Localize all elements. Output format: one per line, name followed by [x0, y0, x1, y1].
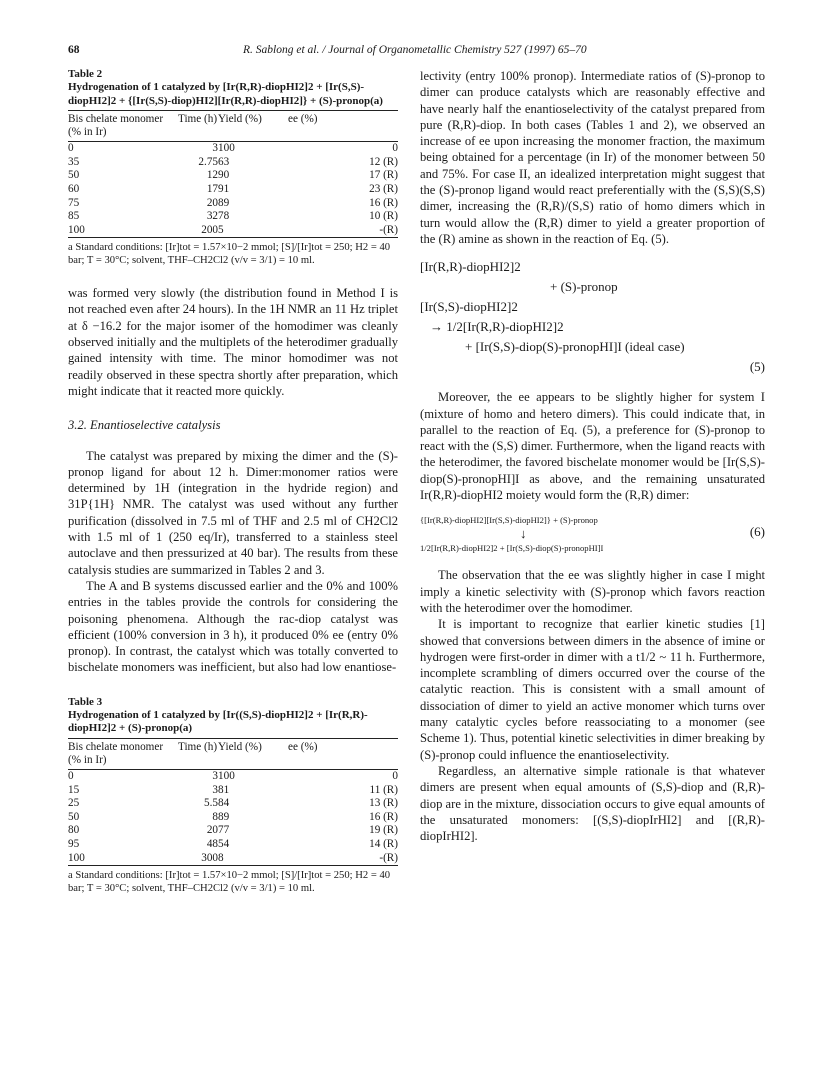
table-row [68, 210, 398, 224]
table-cell: 63 [218, 155, 230, 168]
equation-arrow: ↓ [520, 526, 527, 542]
col-header-time: Time (h) [178, 740, 218, 753]
equation-line: [Ir(S,S)-diopHI2]2 [420, 299, 518, 315]
table-cell: 5 [218, 223, 224, 236]
table-row [68, 196, 398, 210]
table-row [68, 142, 398, 156]
table-cell: 0 [392, 142, 398, 155]
right-column [420, 68, 765, 844]
table-header-row [68, 111, 398, 142]
table-cell: 3 [212, 769, 218, 782]
equation-line: + (S)-pronop [550, 279, 618, 295]
equation-line: [Ir(R,R)-diopHI2]2 [420, 259, 521, 275]
table-cell: 84 [218, 797, 230, 810]
table-cell: 16 (R) [369, 810, 398, 823]
table-cell: 15 [68, 783, 80, 796]
table-header-row [68, 738, 398, 769]
table-cell: 50 [68, 169, 80, 182]
table-cell: 54 [218, 837, 230, 850]
table-cell: 60 [68, 183, 80, 196]
equation-number: (6) [749, 524, 765, 540]
table-cell: 10 (R) [369, 210, 398, 223]
table-3-label: Table 3 [68, 695, 103, 708]
col-header-yield: Yield (%) [218, 113, 262, 125]
table-cell: 20 [206, 824, 218, 837]
table-cell: 19 (R) [369, 824, 398, 837]
table-row [68, 851, 398, 865]
table-row [68, 838, 398, 852]
equation-number: (5) [749, 359, 765, 375]
table-3-caption: Hydrogenation of 1 catalyzed by [Ir((S,S)-diopHI2]2 + [Ir(R,R)-diopHI2]2 + (S)-pronop(a) [68, 708, 368, 735]
table-cell: 91 [218, 183, 230, 196]
equation-line: 1/2[Ir(R,R)-diopHI2]2 + [Ir(S,S)-diop(S)-pronopHI]I [420, 543, 604, 554]
col-header-ee: ee (%) [288, 113, 318, 125]
table-2 [68, 68, 398, 267]
table-row [68, 797, 398, 811]
table-cell: 20 [206, 196, 218, 209]
table-cell: 100 [218, 142, 235, 155]
table-cell: 48 [206, 837, 218, 850]
table-cell: 8 [212, 810, 218, 823]
table-cell: 11 (R) [369, 783, 398, 796]
equation-line: {[Ir(R,R)-diopHI2][Ir(S,S)-diopHI2]} + (S)-pronop [420, 515, 598, 526]
table-cell: 2.75 [198, 155, 218, 168]
table-cell: 14 (R) [369, 837, 398, 850]
body-paragraph: It is important to recognize that earlier kinetic studies [1] showed that conversions between dimers in the absence of imine or hydrogen were first-order in dimer with a t1/2 ~ 11 h. Furthermore, incomplete scrambling of dimers occurred over the course of the catalytic reaction. This is consistent with a small amount of dissociation of dimer to yield an active monomer which turns over many catalytic cycles before reassociating to a monomer (see Scheme 1). Thus, potential kinetic selectivities in dimer breaking by (S)-pronop could influence the enantioselectivity. [420, 617, 765, 762]
table-cell: 95 [68, 837, 80, 850]
table-cell: 50 [68, 810, 80, 823]
table-cell: 17 (R) [369, 169, 398, 182]
table-row [68, 824, 398, 838]
page-number: 68 [68, 44, 80, 56]
table-cell: -(R) [379, 851, 398, 864]
table-cell: 3 [212, 783, 218, 796]
equation-line: + [Ir(S,S)-diop(S)-pronopHI]I (ideal case) [465, 339, 685, 355]
table-cell: 90 [218, 169, 230, 182]
table-row [68, 769, 398, 783]
body-paragraph: Regardless, an alternative simple rationale is that whatever dimers are present when equal amounts of (S,S)-diop and (R,R)-diop are in the mixture, dissociation occurs to give equal amounts of the unsaturated monomers: [(S,S)-diopIrHI2] and [(R,R)-diopIrHI2]. [420, 763, 765, 844]
body-paragraph: lectivity (entry 100% pronop). Intermediate ratios of (S)-pronop to dimer can produce catalysts which are reasonably effective and have nearly half the enantioselectivity of the catalyst prepared from pure (R,R)-diop. In both cases (Tables 1 and 2), we observed an increase of ee upon increasing the monomer fraction, the maximum being obtained for a percentage (in Ir) of the monomer between 50 and 75%. For case II, an idealized interpretation might suggest that the (S)-pronop ligand would react preferentially with the (S,S)(S,S) dimer, increasing the (R,R)/(S,S) ratio of homo dimers which in turn would allow the (R,R) dimer to yield a greater proportion of the (R) amine as shown in the reaction of Eq. (5). [420, 69, 765, 246]
table-row [68, 224, 398, 238]
col-header-monomer: Bis chelate monomer (% in Ir) [68, 113, 164, 138]
table-cell: 85 [68, 210, 80, 223]
table-row [68, 810, 398, 824]
table-3 [68, 696, 398, 895]
col-header-yield: Yield (%) [218, 740, 262, 753]
table-cell: 77 [218, 824, 230, 837]
section-heading: 3.2. Enantioselective catalysis [68, 418, 221, 433]
table-cell: 35 [68, 155, 80, 168]
table-2-label: Table 2 [68, 68, 103, 80]
table-cell: 8 [218, 851, 224, 864]
table-2-grid [68, 110, 398, 238]
table-cell: 0 [392, 769, 398, 782]
table-row [68, 183, 398, 197]
table-cell: 100 [68, 223, 85, 236]
table-cell: 25 [68, 797, 80, 810]
table-cell: 13 (R) [369, 797, 398, 810]
table-cell: -(R) [379, 223, 398, 236]
table-cell: 75 [68, 196, 80, 209]
table-cell: 100 [68, 851, 85, 864]
table-cell: 200 [201, 223, 218, 236]
table-cell: 5.5 [204, 797, 218, 810]
body-paragraph: Moreover, the ee appears to be slightly higher for system I (mixture of homo and hetero dimers). This could indicate that, in parallel to the reaction of Eq. (5), a preference for (S)-pronop to react with the (S,S) dimer. Furthermore, when the ligand reacts with the heterodimer, the favored bischelate monomer would be [Ir(S,S)-diop(S)-pronopHI]I as above, and the remaining unsaturated Ir(R,R)-diopHI2 moiety would form the (R,R) dimer: [420, 390, 765, 503]
table-cell: 89 [218, 196, 230, 209]
table-cell: 16 (R) [369, 196, 398, 209]
left-column [68, 68, 398, 895]
body-paragraph: was formed very slowly (the distribution found in Method I is not reached even after 24 hours). In the 1H NMR an 11 Hz triplet at δ −16.2 for the major isomer of the homodimer was cleanly observed initially and the multiplets of the heterodimer gradually gained intensity with time. The minor homodimer was not readily observed in these spectra shortly after preparation, which might indicate that it reacted more quickly. [68, 286, 398, 398]
table-row [68, 169, 398, 183]
table-2-caption: Hydrogenation of 1 catalyzed by [Ir(R,R)-diopHI2]2 + [Ir(S,S)-diopHI2]2 + {[Ir(S,S)-diop)HI2][Ir(R,R)-diopHI2]} + (S)-pronop(a) [68, 81, 383, 107]
table-cell: 12 [206, 169, 218, 182]
table-cell: 17 [206, 183, 218, 196]
col-header-monomer: Bis chelate monomer (% in Ir) [68, 740, 164, 766]
table-cell: 12 (R) [369, 155, 398, 168]
table-cell: 80 [68, 824, 80, 837]
table-cell: 300 [201, 851, 218, 864]
col-header-ee: ee (%) [288, 740, 318, 753]
body-paragraph: The A and B systems discussed earlier and the 0% and 100% entries in the tables provide the controls for considering the poisoning phenomena. Although the rac-diop catalyst was efficient (100% conversion in 3 h), it produced 0% ee (entry 0% pronop). In contrast, the catalyst which was totally converted to bischelate monomers was inefficient, but also had low enantiose- [68, 578, 398, 675]
table-3-footnote: a Standard conditions: [Ir]tot = 1.57×10−2 mmol; [S]/[Ir]tot = 250; H2 = 40 bar; T = 30°C; solvent, THF–CH2Cl2 (v/v = 3/1) = 10 ml. [68, 869, 391, 894]
body-paragraph: The observation that the ee was slightly higher in case I might imply a kinetic selectivity with (S)-pronop which favors reaction with the heterodimer over the homodimer. [420, 568, 765, 615]
table-cell: 23 (R) [369, 183, 398, 196]
table-cell: 0 [68, 769, 74, 782]
col-header-time: Time (h) [178, 113, 218, 125]
table-cell: 32 [206, 210, 218, 223]
table-cell: 0 [68, 142, 74, 155]
equation-5 [420, 257, 765, 377]
table-cell: 81 [218, 783, 230, 796]
equation-6 [420, 513, 765, 555]
table-row [68, 783, 398, 797]
table-2-footnote: a Standard conditions: [Ir]tot = 1.57×10−2 mmol; [S]/[Ir]tot = 250; H2 = 40 bar; T = 30°C; solvent, THF–CH2Cl2 (v/v = 3/1) = 10 ml. [68, 242, 391, 267]
running-title: R. Sablong et al. / Journal of Organometallic Chemistry 527 (1997) 65–70 [243, 44, 587, 56]
equation-line: → 1/2[Ir(R,R)-diopHI2]2 [430, 319, 564, 335]
table-cell: 3 [212, 142, 218, 155]
table-cell: 100 [218, 769, 235, 782]
table-cell: 89 [218, 810, 230, 823]
table-3-grid [68, 738, 398, 866]
table-row [68, 156, 398, 170]
table-cell: 78 [218, 210, 230, 223]
body-paragraph: The catalyst was prepared by mixing the dimer and the (S)-pronop ligand for about 12 h. Dimer:monomer ratios were determined by 1H (integration in the hydride region) and 31P{1H} NMR. The catalyst was used without any further purification (dissolved in 7.5 ml of THF and 2.5 ml of CH2Cl2 with 1.5 ml of 1 (250 eq/Ir), transferred to a stainless steel autoclave and then pressurized at 40 bar). The results from these catalysis studies are summarized in Tables 2 and 3. [68, 448, 398, 577]
